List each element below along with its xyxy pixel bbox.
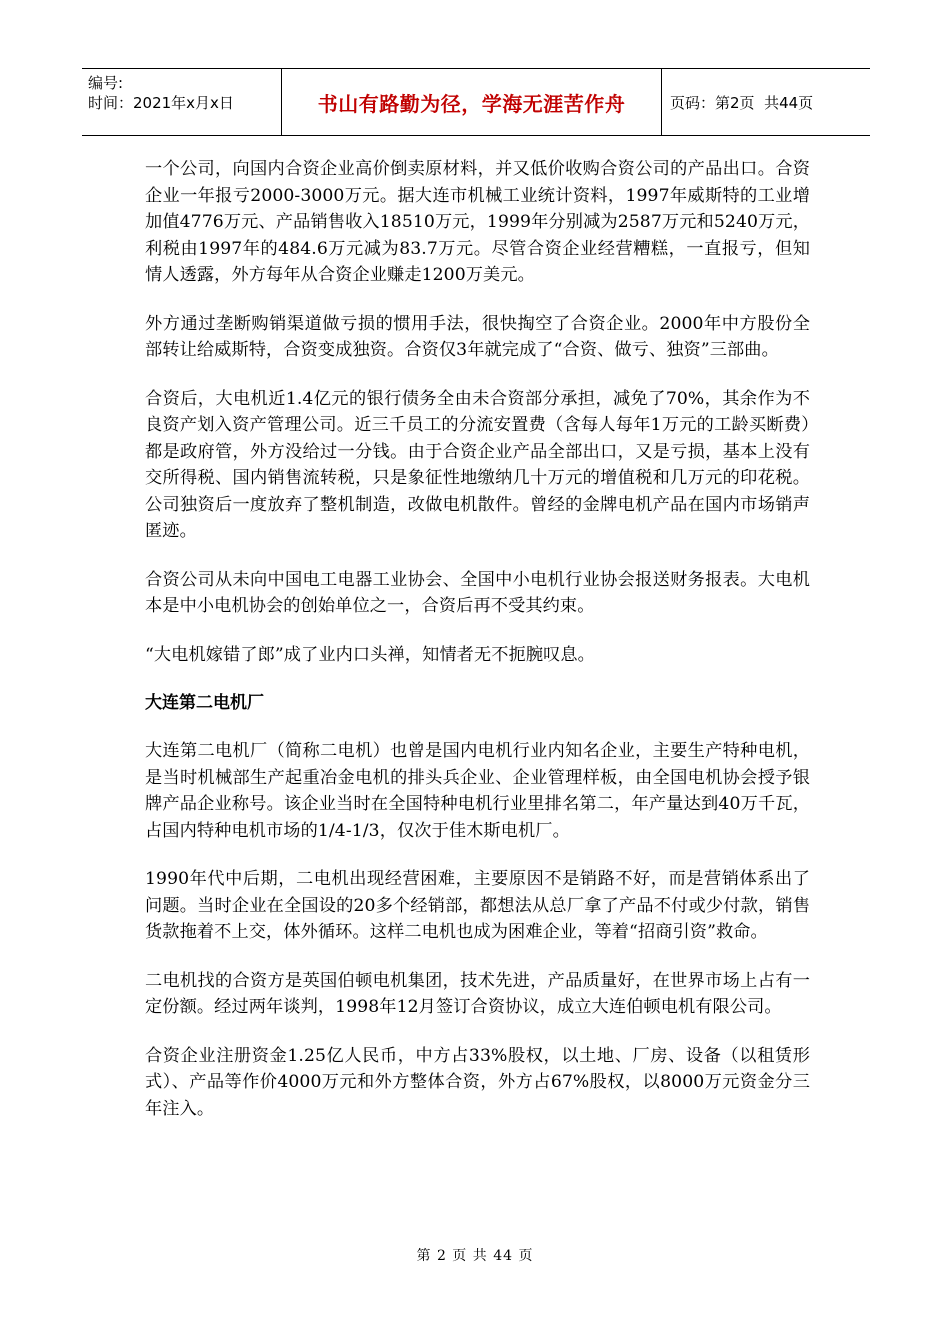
document-date-label: 时间：2021年x月x日 xyxy=(88,94,234,112)
paragraph: 合资后，大电机近1.4亿元的银行债务全由未合资部分承担，减免了70%，其余作为不良资产划入资产管理公司。近三千员工的分流安置费（含每人每年1万元的工龄买断费）都是政府管，外方没给过一分钱。由于合资企业产品全部出口，又是亏损，基本上没有交所得税、国内销售流转税，只是象征性地缴纳几十万元的增值税和几万元的印花税。公司独资后一度放弃了整机制造，改做电机散件。曾经的金牌电机产品在国内市场销声匿迹。 xyxy=(145,388,810,541)
paragraph: 合资公司从未向中国电工电器工业协会、全国中小电机行业协会报送财务报表。大电机本是中小电机协会的创始单位之一，合资后再不受其约束。 xyxy=(145,569,810,616)
section-heading: 大连第二电机厂 xyxy=(145,693,264,713)
document-header xyxy=(82,68,870,136)
paragraph: 大连第二电机厂（简称二电机）也曾是国内电机行业内知名企业，主要生产特种电机，是当时机械部生产起重冶金电机的排头兵企业、企业管理样板，由全国电机协会授予银牌产品企业称号。该企业当时在全国特种电机行业里排名第二，年产量达到40万千瓦，占国内特种电机市场的1/4-1/3，仅次于佳木斯电机厂。 xyxy=(145,741,810,841)
paragraph: “大电机嫁错了郎”成了业内口头禅，知情者无不扼腕叹息。 xyxy=(145,644,595,665)
header-page-info xyxy=(662,69,870,135)
header-motto: 书山有路勤为径，学海无涯苦作舟 xyxy=(282,69,662,135)
document-body xyxy=(145,156,810,1144)
page-footer xyxy=(0,1245,950,1265)
paragraph: 外方通过垄断购销渠道做亏损的惯用手法，很快掏空了合资企业。2000年中方股份全部转让给威斯特，合资变成独资。合资仅3年就完成了“合资、做亏、独资”三部曲。 xyxy=(145,313,810,360)
paragraph: 1990年代中后期，二电机出现经营困难，主要原因不是销路不好，而是营销体系出了问题。当时企业在全国设的20多个经销部，都想法从总厂拿了产品不付或少付款，销售货款拖着不上交，体外循环。这样二电机也成为困难企业，等着“招商引资”救命。 xyxy=(145,869,810,942)
header-meta xyxy=(82,69,282,135)
document-number-label: 编号: xyxy=(88,74,124,92)
paragraph: 一个公司，向国内合资企业高价倒卖原材料，并又低价收购合资公司的产品出口。合资企业一年报亏2000-3000万元。据大连市机械工业统计资料，1997年威斯特的工业增加值4776万元、产品销售收入18510万元，1999年分别减为2587万元和5240万元，利税由1997年的484.6万元减为83.7万元。尽管合资企业经营糟糕，一直报亏，但知情人透露，外方每年从合资企业赚走1200万美元。 xyxy=(145,159,810,285)
paragraph: 合资企业注册资金1.25亿人民币，中方占33%股权，以土地、厂房、设备（以租赁形式）、产品等作价4000万元和外方整体合资，外方占67%股权，以8000万元资金分三年注入。 xyxy=(145,1045,810,1119)
footer-page-number: 第 2 页 共 44 页 xyxy=(416,1248,534,1264)
paragraph: 二电机找的合资方是英国伯顿电机集团，技术先进，产品质量好，在世界市场上占有一定份额。经过两年谈判，1998年12月签订合资协议，成立大连伯顿电机有限公司。 xyxy=(145,970,810,1017)
header-page-info-text: 页码：第2页 共44页 xyxy=(670,93,814,112)
